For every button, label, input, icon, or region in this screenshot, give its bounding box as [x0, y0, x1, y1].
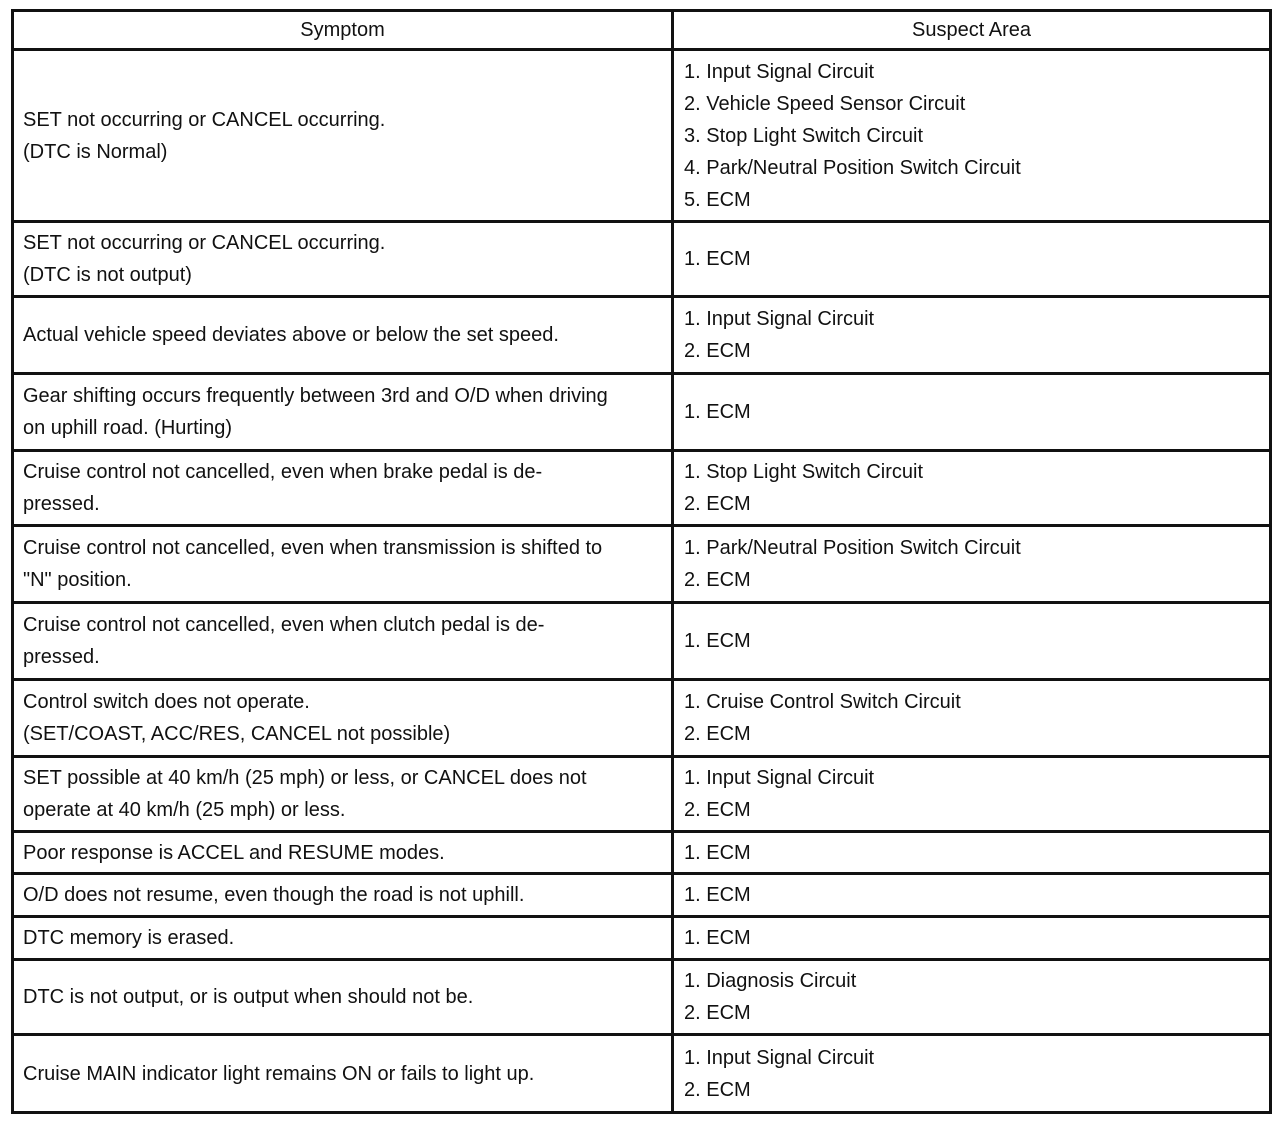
- suspect-area-cell: [673, 960, 1271, 1035]
- table-row: [13, 603, 1271, 680]
- symptom-line: operate at 40 km/h (25 mph) or less.: [23, 799, 346, 821]
- symptom-line: DTC is not output, or is output when should not be.: [23, 986, 474, 1008]
- suspect-area-line: 5. ECM: [684, 188, 751, 211]
- symptom-line: pressed.: [23, 646, 100, 668]
- suspect-area-line: 2. ECM: [684, 1078, 751, 1101]
- table-row: [13, 297, 1271, 374]
- symptom-line: Poor response is ACCEL and RESUME modes.: [23, 841, 445, 864]
- table-row: [13, 374, 1271, 451]
- suspect-area-line: 1. ECM: [684, 401, 751, 423]
- table-row: [13, 680, 1271, 757]
- suspect-area-line: 1. ECM: [684, 248, 751, 270]
- symptom-table: [11, 9, 1272, 1114]
- suspect-area-cell: [673, 680, 1271, 757]
- suspect-area-line: 1. Input Signal Circuit: [684, 60, 875, 83]
- table-row: [13, 50, 1271, 222]
- symptom-cell: [13, 222, 673, 297]
- symptom-line: Actual vehicle speed deviates above or below the set speed.: [23, 324, 559, 346]
- symptom-line: DTC memory is erased.: [23, 927, 235, 949]
- suspect-area-line: 3. Stop Light Switch Circuit: [684, 124, 923, 147]
- symptom-line: SET not occurring or CANCEL occurring.: [23, 108, 386, 131]
- suspect-area-cell: [673, 1035, 1271, 1113]
- suspect-area-line: 2. ECM: [684, 799, 751, 821]
- symptom-cell: [13, 874, 673, 917]
- suspect-area-cell: [673, 832, 1271, 874]
- suspect-area-line: 1. ECM: [684, 630, 751, 652]
- table-row: [13, 451, 1271, 526]
- symptom-line: Cruise control not cancelled, even when clutch pedal is de-: [23, 614, 545, 636]
- symptom-line: Cruise MAIN indicator light remains ON or fails to light up.: [23, 1062, 535, 1085]
- suspect-area-line: 4. Park/Neutral Position Switch Circuit: [684, 156, 1021, 179]
- suspect-area-cell: [673, 297, 1271, 374]
- symptom-cell: [13, 917, 673, 960]
- table-row: [13, 960, 1271, 1035]
- suspect-area-line: 2. ECM: [684, 569, 751, 591]
- header-row: [13, 11, 1271, 50]
- suspect-area-cell: [673, 374, 1271, 451]
- suspect-area-line: 1. ECM: [684, 841, 751, 864]
- symptom-line: O/D does not resume, even though the road is not uphill.: [23, 884, 525, 906]
- symptom-cell: [13, 374, 673, 451]
- table-row: [13, 526, 1271, 603]
- symptom-line: Gear shifting occurs frequently between 3rd and O/D when driving: [23, 385, 608, 407]
- table-row: [13, 757, 1271, 832]
- symptom-line: SET not occurring or CANCEL occurring.: [23, 232, 386, 254]
- symptom-line: Cruise control not cancelled, even when brake pedal is de-: [23, 461, 543, 483]
- symptom-line: on uphill road. (Hurting): [23, 417, 232, 439]
- symptom-line: SET possible at 40 km/h (25 mph) or less, or CANCEL does not: [23, 767, 587, 789]
- suspect-area-line: 2. ECM: [684, 723, 751, 745]
- symptom-line: Control switch does not operate.: [23, 691, 310, 713]
- symptom-line: (DTC is not output): [23, 264, 192, 286]
- symptom-cell: [13, 451, 673, 526]
- suspect-area-line: 2. ECM: [684, 493, 751, 515]
- suspect-area-cell: [673, 917, 1271, 960]
- symptom-cell: [13, 50, 673, 222]
- symptom-cell: [13, 832, 673, 874]
- symptom-cell: [13, 603, 673, 680]
- symptom-cell: [13, 757, 673, 832]
- suspect-area-cell: [673, 451, 1271, 526]
- table-row: [13, 1035, 1271, 1113]
- suspect-area-cell: [673, 222, 1271, 297]
- suspect-area-line: 1. Diagnosis Circuit: [684, 970, 857, 992]
- suspect-area-line: 1. Stop Light Switch Circuit: [684, 461, 923, 483]
- suspect-area-cell: [673, 50, 1271, 222]
- troubleshooting-sheet: [11, 9, 1269, 1114]
- suspect-area-line: 2. ECM: [684, 340, 751, 362]
- table-row: [13, 222, 1271, 297]
- symptom-line: pressed.: [23, 493, 100, 515]
- suspect-area-line: 1. Cruise Control Switch Circuit: [684, 691, 961, 713]
- symptom-cell: [13, 680, 673, 757]
- symptom-cell: [13, 1035, 673, 1113]
- table-row: [13, 832, 1271, 874]
- table-body: [13, 50, 1271, 1113]
- suspect-area-line: 1. Park/Neutral Position Switch Circuit: [684, 537, 1021, 559]
- symptom-line: (DTC is Normal): [23, 140, 168, 163]
- symptom-line: (SET/COAST, ACC/RES, CANCEL not possible): [23, 723, 451, 745]
- table-row: [13, 917, 1271, 960]
- symptom-cell: [13, 297, 673, 374]
- suspect-area-line: 1. Input Signal Circuit: [684, 1046, 875, 1069]
- suspect-area-line: 1. ECM: [684, 927, 751, 949]
- suspect-area-line: 1. Input Signal Circuit: [684, 767, 875, 789]
- suspect-area-line: 1. Input Signal Circuit: [684, 308, 875, 330]
- suspect-area-cell: [673, 874, 1271, 917]
- suspect-area-cell: [673, 757, 1271, 832]
- symptom-line: "N" position.: [23, 569, 132, 591]
- suspect-area-line: 2. Vehicle Speed Sensor Circuit: [684, 92, 966, 115]
- symptom-line: Cruise control not cancelled, even when transmission is shifted to: [23, 537, 603, 559]
- symptom-header: Symptom: [13, 11, 673, 50]
- suspect-area-cell: [673, 603, 1271, 680]
- suspect-area-line: 2. ECM: [684, 1002, 751, 1024]
- suspect-area-cell: [673, 526, 1271, 603]
- suspect-area-line: 1. ECM: [684, 884, 751, 906]
- symptom-cell: [13, 960, 673, 1035]
- suspect-area-header: Suspect Area: [673, 11, 1271, 50]
- symptom-cell: [13, 526, 673, 603]
- table-row: [13, 874, 1271, 917]
